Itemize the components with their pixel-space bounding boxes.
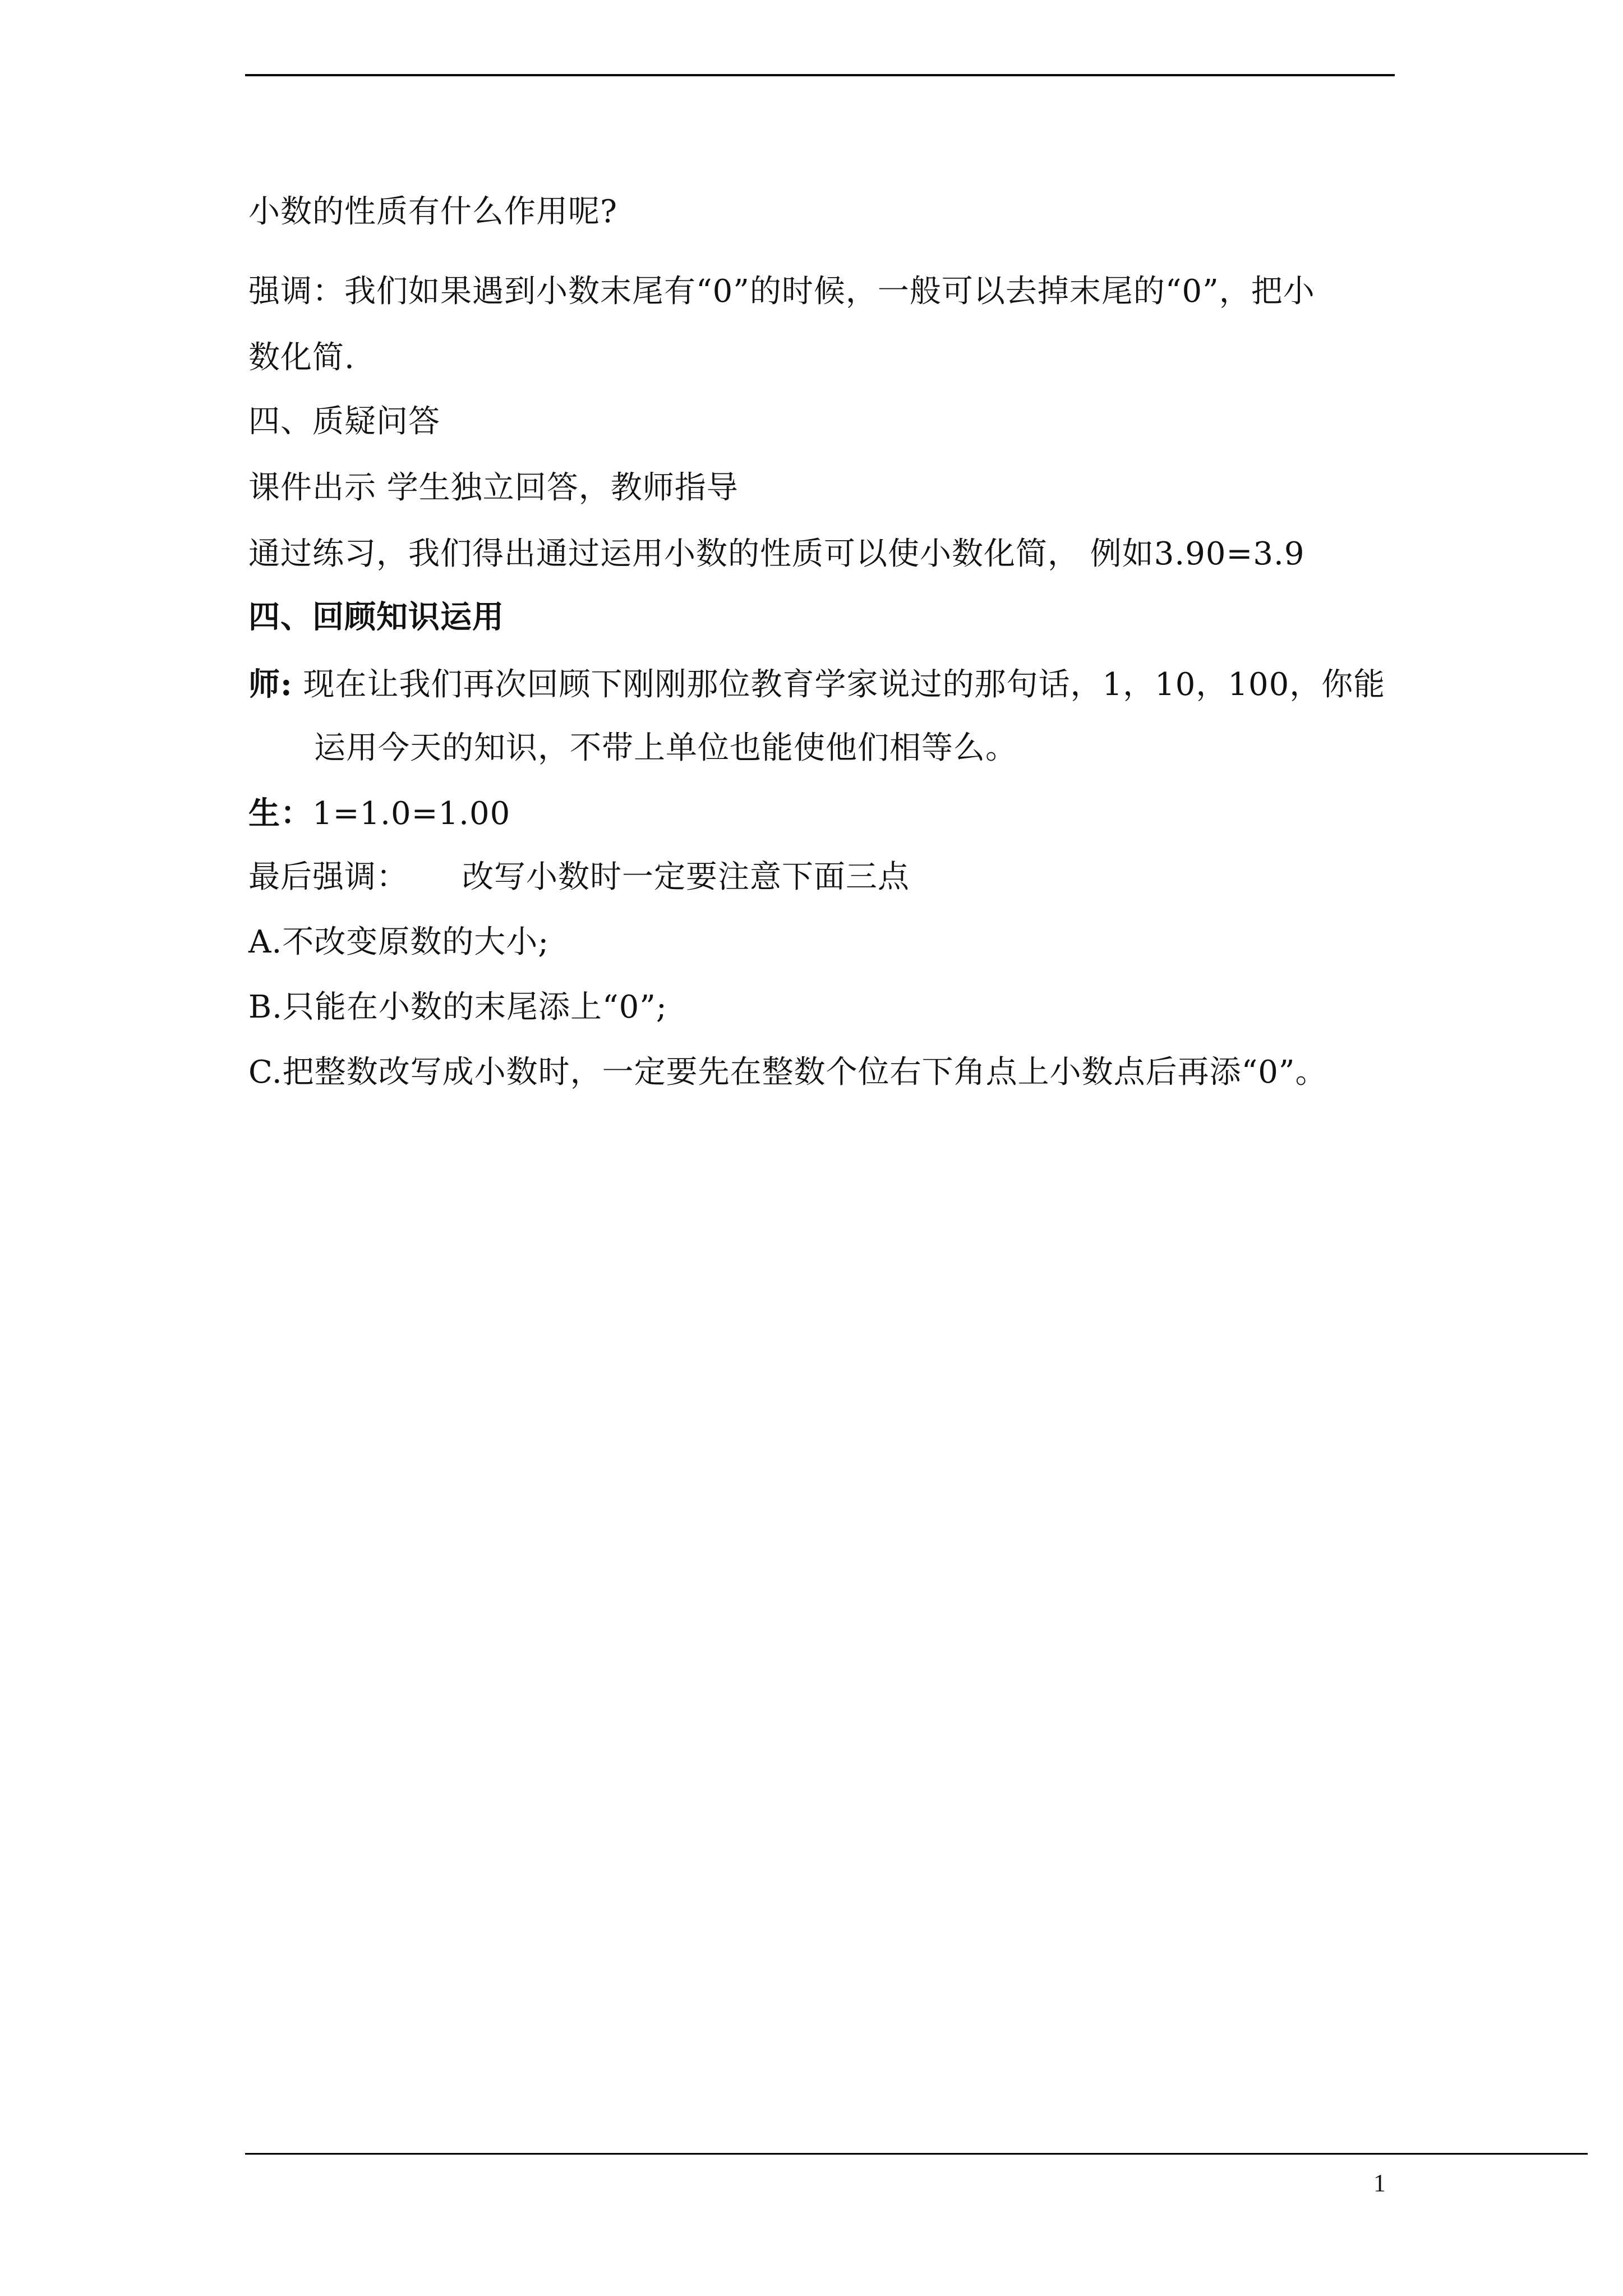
point-b: B.只能在小数的末尾添上“0”; [248, 989, 667, 1025]
emphasis-line [248, 855, 910, 900]
teacher-text-1: 现在让我们再次回顾下刚刚那位教育学家说过的那句话，1，10，100，你能 [292, 666, 1386, 703]
emphasis-label: 最后强调： [248, 859, 408, 895]
teacher-text-2: 运用今天的知识，不带上单位也能使他们相等么。 [314, 730, 1017, 766]
student-label: 生： [248, 795, 312, 832]
body-line-1: 小数的性质有什么作用呢? [248, 194, 618, 230]
body-line-4: 四、质疑问答 [248, 403, 440, 440]
body-line-3: 数化简. [248, 339, 355, 376]
body-line-6: 通过练习，我们得出通过运用小数的性质可以使小数化简， 例如3.90=3.9 [248, 536, 1305, 572]
section-heading: 四、回顾知识运用 [248, 599, 504, 636]
body-line-5: 课件出示 学生独立回答，教师指导 [248, 470, 739, 506]
teacher-line [248, 662, 1385, 707]
student-line [248, 791, 510, 836]
point-a: A.不改变原数的大小; [248, 924, 550, 960]
footer-rule [245, 2153, 1588, 2155]
page-number: 1 [1373, 2169, 1386, 2197]
header-rule [245, 74, 1395, 76]
point-c: C.把整数改写成小数时，一定要先在整数个位右下角点上小数点后再添“0”。 [248, 1054, 1327, 1091]
emphasis-text: 改写小数时一定要注意下面三点 [462, 859, 910, 895]
teacher-label: 师: [248, 666, 293, 703]
student-text: 1=1.0=1.00 [312, 795, 511, 832]
body-line-2: 强调：我们如果遇到小数末尾有“0”的时候，一般可以去掉末尾的“0”，把小 [248, 273, 1315, 310]
